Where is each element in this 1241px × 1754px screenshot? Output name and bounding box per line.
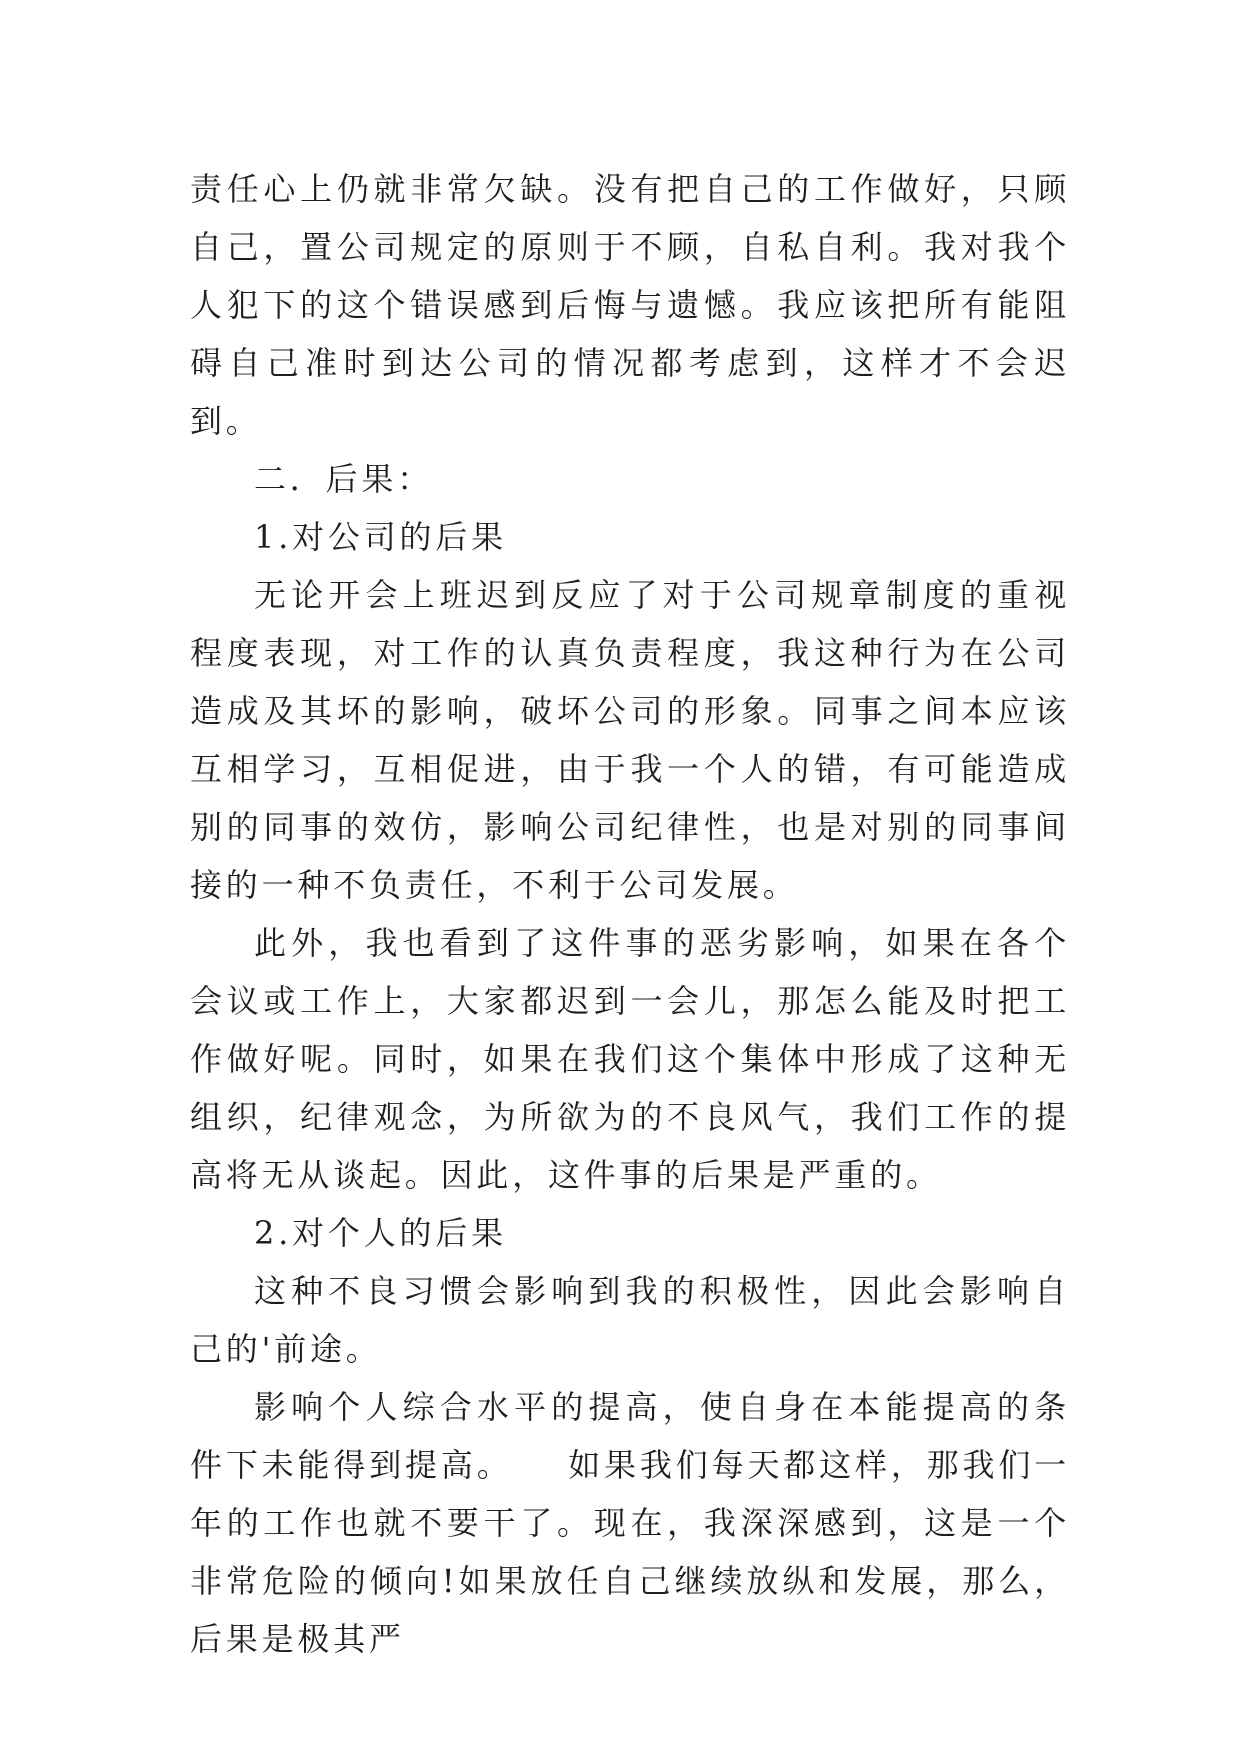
subheading-company-consequences: 1.对公司的后果 bbox=[254, 518, 507, 556]
paragraph-continuation: 责任心上仍就非常欠缺。没有把自己的工作做好，只顾自己，置公司规定的原则于不顾，自私自利。我对我个人犯下的这个错误感到后悔与遗憾。我应该把所有能阻碍自己准时到达公司的情况都考虑到，这样才不会迟到。 bbox=[190, 170, 1070, 440]
subheading-personal-consequences: 2.对个人的后果 bbox=[254, 1214, 507, 1252]
paragraph-personal-habit: 这种不良习惯会影响到我的积极性，因此会影响自己的'前途。 bbox=[190, 1272, 1070, 1368]
document-body bbox=[190, 160, 1070, 1668]
paragraph-bad-influence: 此外，我也看到了这件事的恶劣影响，如果在各个会议或工作上，大家都迟到一会儿，那怎么能及时把工作做好呢。同时，如果在我们这个集体中形成了这种无组织，纪律观念，为所欲为的不良风气，我们工作的提高将无从谈起。因此，这件事的后果是严重的。 bbox=[190, 924, 1070, 1194]
paragraph-personal-improvement: 影响个人综合水平的提高，使自身在本能提高的条件下未能得到提高。 如果我们每天都这样，那我们一年的工作也就不要干了。现在，我深深感到，这是一个非常危险的倾向!如果放任自己继续放纵和发展，那么，后果是极其严 bbox=[190, 1388, 1070, 1658]
paragraph-company-impact: 无论开会上班迟到反应了对于公司规章制度的重视程度表现，对工作的认真负责程度，我这种行为在公司造成及其坏的影响，破坏公司的形象。同事之间本应该互相学习，互相促进，由于我一个人的错，有可能造成别的同事的效仿，影响公司纪律性，也是对别的同事间接的一种不负责任，不利于公司发展。 bbox=[190, 576, 1070, 904]
section-heading-consequences: 二．后果： bbox=[254, 460, 434, 498]
